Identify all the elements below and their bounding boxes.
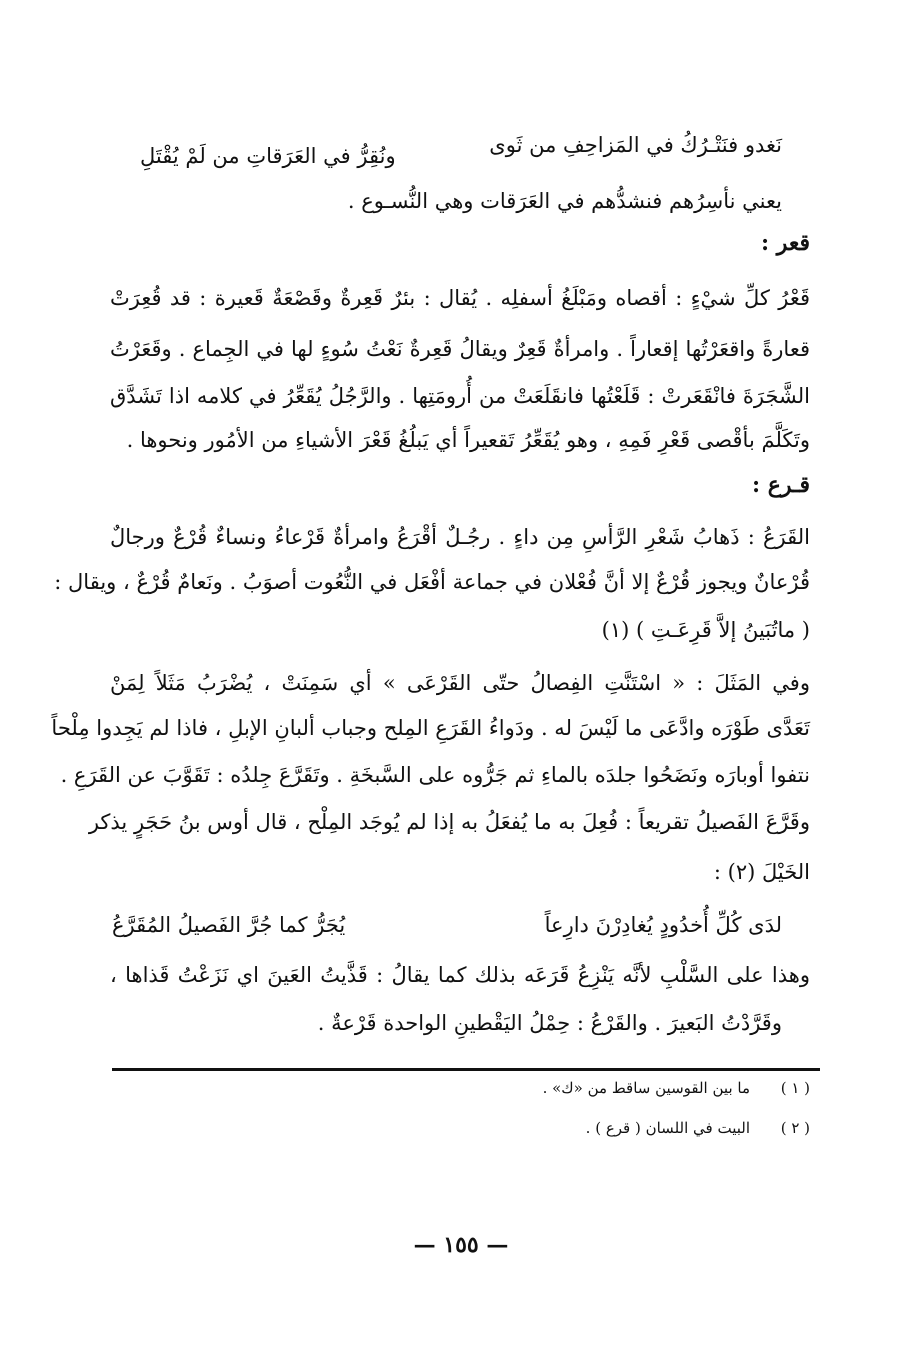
text-line: قعارةً واقعَرْتُها إقعاراً . وامرأةٌ قَعِرٌ ويقالُ قَعِرةٌ نَعْتُ سُوءٍ لها في الجِماع . وقَعَرْتُ xyxy=(110,337,810,361)
footnote-text: البيت في اللسان ( قرع ) . xyxy=(585,1119,750,1137)
text-line: وتَكَلَّمَ بأقْصى قَعْرِ فَمِهِ ، وهو يُقَعِّرُ تَقعيراً أي يَبلُغُ قَعْرَ الأشياءِ من الأمُور ونحوها . xyxy=(126,428,810,452)
entry-heading-qar: قعر : xyxy=(760,230,810,256)
text-line: ( ماتُبَينُ إلاَّ قَرِعَـتِ ) (١) xyxy=(601,618,810,642)
entry-heading-qara: قـرع : xyxy=(751,472,810,498)
footnote-divider xyxy=(112,1068,820,1071)
verse1-left-hemistich: ونُقِرُّ في العَرَقاتِ من لَمْ يُقْتَلِ xyxy=(140,144,396,168)
text-line: نتفوا أوبارَه ونَضَحُوا جلدَه بالماءِ ثم جَرُّوه على السَّبخَةِ . وتَقَرَّعَ جِلدُه : تَقَوَّبَ عن القَرَعِ . xyxy=(60,763,810,787)
text-line: الخَيْلَ (٢) : xyxy=(713,860,810,884)
text-line: يعني نأسِرُهم فنشدُّهم في العَرَقات وهي النُّسـوع . xyxy=(347,189,782,213)
text-line: قُرْعانٌ ويجوز قُرْعٌ إلا أنَّ فُعْلان في جماعة أفْعَل في النُّعُوت أصوَبُ . ونَعامٌ قُرْعٌ ، ويقال : xyxy=(54,570,810,594)
text-line: وقَرَّدْتُ البَعيرَ . والقَرْعُ : حِمْلُ اليَقْطينِ الواحدة قَرْعةٌ . xyxy=(317,1011,782,1035)
footnote-number: ( ٢ ) xyxy=(780,1119,810,1137)
text-line: تَعَدَّى طَوْرَه وادَّعَى ما لَيْسَ له . ودَواءُ القَرَعِ المِلح وجباب ألبانِ الإبلِ ، فاذا لم يَجِدوا مِلْحاً xyxy=(51,716,810,740)
text-line: وهذا على السَّلْبِ لأنَّه يَنْزِعُ قَرَعَه بذلك كما يقالُ : قَذَّيتُ العَينَ اي نَزَعْتُ قَذاها ، xyxy=(110,963,810,987)
page-number: — ١٥٥ — xyxy=(413,1232,509,1258)
footnote-number: ( ١ ) xyxy=(780,1079,810,1097)
verse1-right-hemistich: نَغدو فنَتْـرُكُ في المَزاحِفِ من ثَوى xyxy=(489,133,782,157)
text-line: وقَرَّعَ الفَصيلُ تقريعاً : فُعِلَ به ما يُفعَلُ به إذا لم يُوجَد المِلْح ، قال أوس بنُ حَجَرٍ يذكر xyxy=(88,810,810,834)
verse2-right-hemistich: لدَى كُلِّ أُخدُودٍ يُغادِرْنَ دارِعاً xyxy=(544,913,782,937)
text-line: وفي المَثَلَ : « اسْتَنَّتِ الفِصالُ حتّى القَرْعَى » أي سَمِنَتْ ، يُضْرَبُ مَثَلاً لِمَنْ xyxy=(110,671,810,695)
text-line: قَعْرُ كلِّ شيْءٍ : أقصاه ومَبْلَغُ أسفلِه . يُقال : بئرٌ قَعِرةٌ وقَصْعَةٌ قَعيرة : قد قُعِرَتْ xyxy=(110,286,810,310)
footnote-text: ما بين القوسين ساقط من «ك» . xyxy=(542,1079,750,1097)
verse2-left-hemistich: يُجَرُّ كما جُرَّ الفَصيلُ المُقَرَّعُ xyxy=(112,913,346,937)
text-line: القَرَعُ : ذَهابُ شَعْرِ الرَّأسِ مِن داءٍ . رجُـلٌ أقْرَعُ وامرأةٌ قَرْعاءُ ونساءٌ قُرْعٌ ورجالٌ xyxy=(110,525,810,549)
text-line: الشَّجَرَةَ فانْقَعَرتْ : قَلَعْتُها فانقَلَعَتْ من أُرومَتِها . والرَّجُلُ يُقَعِّرُ في كلامه اذا تَشَدَّق xyxy=(110,384,810,408)
